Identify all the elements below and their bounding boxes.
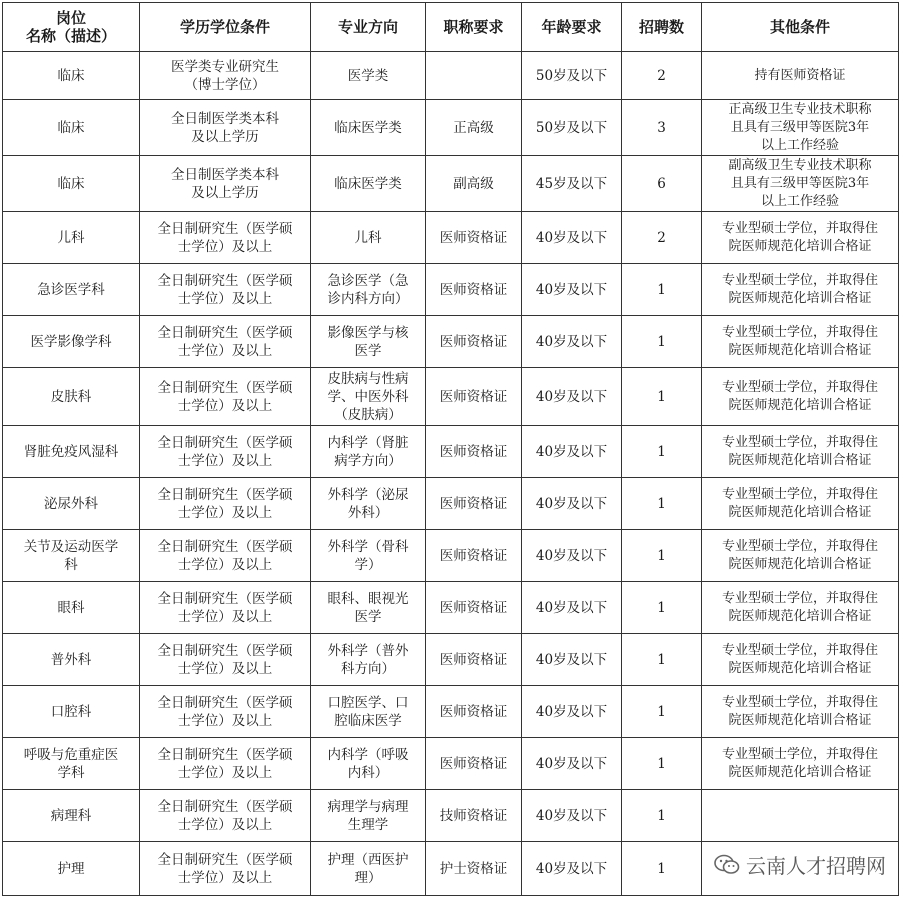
cell-other-conditions: 专业型硕士学位，并取得住 院医师规范化培训合格证 [702,368,899,426]
cell-major: 外科学（普外 科方向） [311,634,426,686]
cell-age-req: 40岁及以下 [522,738,622,790]
table-row [3,100,899,156]
cell-age-req: 50岁及以下 [522,52,622,100]
cell-education: 全日制研究生（医学硕 士学位）及以上 [140,842,311,896]
cell-age-req: 40岁及以下 [522,478,622,530]
cell-headcount: 1 [622,426,702,478]
table-row [3,530,899,582]
cell-title-req [426,52,522,100]
cell-other-conditions: 专业型硕士学位，并取得住 院医师规范化培训合格证 [702,686,899,738]
cell-major: 临床医学类 [311,156,426,212]
header-row [3,3,899,52]
cell-title-req: 副高级 [426,156,522,212]
cell-title-req: 医师资格证 [426,530,522,582]
cell-other-conditions: 专业型硕士学位，并取得住 院医师规范化培训合格证 [702,738,899,790]
cell-major: 皮肤病与性病 学、中医外科 （皮肤病） [311,368,426,426]
cell-other-conditions: 副高级卫生专业技术职称 且具有三级甲等医院3年 以上工作经验 [702,156,899,212]
cell-age-req: 40岁及以下 [522,264,622,316]
cell-education: 医学类专业研究生 （博士学位） [140,52,311,100]
cell-major: 儿科 [311,212,426,264]
cell-headcount: 1 [622,686,702,738]
cell-age-req: 45岁及以下 [522,156,622,212]
cell-position-name: 泌尿外科 [3,478,140,530]
header-position-name: 岗位 名称（描述） [3,3,140,52]
table-row [3,156,899,212]
cell-headcount: 3 [622,100,702,156]
cell-education: 全日制研究生（医学硕 士学位）及以上 [140,368,311,426]
table-row [3,634,899,686]
cell-other-conditions [702,790,899,842]
cell-other-conditions: 专业型硕士学位，并取得住 院医师规范化培训合格证 [702,478,899,530]
cell-age-req: 40岁及以下 [522,368,622,426]
cell-position-name: 呼吸与危重症医 学科 [3,738,140,790]
cell-headcount: 2 [622,52,702,100]
cell-headcount: 1 [622,368,702,426]
cell-headcount: 1 [622,530,702,582]
cell-education: 全日制研究生（医学硕 士学位）及以上 [140,478,311,530]
cell-major: 病理学与病理 生理学 [311,790,426,842]
cell-headcount: 1 [622,316,702,368]
table-body [3,52,899,896]
table-row [3,426,899,478]
cell-major: 急诊医学（急 诊内科方向） [311,264,426,316]
cell-title-req: 医师资格证 [426,368,522,426]
cell-title-req: 技师资格证 [426,790,522,842]
cell-age-req: 50岁及以下 [522,100,622,156]
table-row [3,738,899,790]
cell-education: 全日制医学类本科 及以上学历 [140,156,311,212]
cell-other-conditions: 正高级卫生专业技术职称 且具有三级甲等医院3年 以上工作经验 [702,100,899,156]
cell-major: 外科学（骨科 学） [311,530,426,582]
cell-other-conditions: 专业型硕士学位，并取得住 院医师规范化培训合格证 [702,530,899,582]
cell-age-req: 40岁及以下 [522,316,622,368]
table-row [3,790,899,842]
wechat-icon [714,854,740,876]
header-age-req: 年龄要求 [522,3,622,52]
cell-major: 内科学（肾脏 病学方向） [311,426,426,478]
cell-headcount: 1 [622,264,702,316]
cell-headcount: 1 [622,478,702,530]
cell-education: 全日制研究生（医学硕 士学位）及以上 [140,212,311,264]
cell-title-req: 医师资格证 [426,478,522,530]
cell-age-req: 40岁及以下 [522,842,622,896]
watermark-text: 云南人才招聘网 [746,854,886,878]
cell-education: 全日制研究生（医学硕 士学位）及以上 [140,264,311,316]
header-major: 专业方向 [311,3,426,52]
cell-education: 全日制研究生（医学硕 士学位）及以上 [140,316,311,368]
table-row [3,478,899,530]
cell-age-req: 40岁及以下 [522,212,622,264]
cell-major: 内科学（呼吸 内科） [311,738,426,790]
cell-position-name: 儿科 [3,212,140,264]
cell-title-req: 医师资格证 [426,212,522,264]
cell-headcount: 1 [622,790,702,842]
cell-other-conditions: 专业型硕士学位，并取得住 院医师规范化培训合格证 [702,634,899,686]
cell-major: 影像医学与核 医学 [311,316,426,368]
cell-position-name: 急诊医学科 [3,264,140,316]
table-row [3,316,899,368]
cell-education: 全日制研究生（医学硕 士学位）及以上 [140,790,311,842]
cell-education: 全日制研究生（医学硕 士学位）及以上 [140,582,311,634]
table-row [3,264,899,316]
cell-position-name: 皮肤科 [3,368,140,426]
watermark [710,848,890,881]
header-education: 学历学位条件 [140,3,311,52]
cell-headcount: 1 [622,634,702,686]
cell-headcount: 1 [622,842,702,896]
cell-position-name: 肾脏免疫风湿科 [3,426,140,478]
cell-major: 口腔医学、口 腔临床医学 [311,686,426,738]
cell-title-req: 医师资格证 [426,686,522,738]
cell-age-req: 40岁及以下 [522,686,622,738]
cell-headcount: 2 [622,212,702,264]
cell-title-req: 护士资格证 [426,842,522,896]
cell-position-name: 临床 [3,52,140,100]
cell-age-req: 40岁及以下 [522,530,622,582]
recruitment-table [2,2,899,896]
cell-title-req: 正高级 [426,100,522,156]
table-row [3,582,899,634]
cell-education: 全日制研究生（医学硕 士学位）及以上 [140,530,311,582]
cell-other-conditions: 专业型硕士学位，并取得住 院医师规范化培训合格证 [702,212,899,264]
cell-education: 全日制研究生（医学硕 士学位）及以上 [140,426,311,478]
cell-position-name: 临床 [3,156,140,212]
header-title-req: 职称要求 [426,3,522,52]
cell-major: 眼科、眼视光 医学 [311,582,426,634]
cell-education: 全日制研究生（医学硕 士学位）及以上 [140,634,311,686]
cell-position-name: 眼科 [3,582,140,634]
cell-position-name: 关节及运动医学 科 [3,530,140,582]
cell-age-req: 40岁及以下 [522,426,622,478]
table-row [3,686,899,738]
header-headcount: 招聘数 [622,3,702,52]
cell-other-conditions: 专业型硕士学位，并取得住 院医师规范化培训合格证 [702,426,899,478]
cell-age-req: 40岁及以下 [522,634,622,686]
cell-major: 医学类 [311,52,426,100]
cell-age-req: 40岁及以下 [522,790,622,842]
cell-headcount: 1 [622,582,702,634]
cell-position-name: 病理科 [3,790,140,842]
cell-title-req: 医师资格证 [426,738,522,790]
cell-position-name: 医学影像学科 [3,316,140,368]
cell-title-req: 医师资格证 [426,316,522,368]
cell-major: 护理（西医护 理） [311,842,426,896]
cell-position-name: 口腔科 [3,686,140,738]
header-other-conditions: 其他条件 [702,3,899,52]
cell-other-conditions: 专业型硕士学位，并取得住 院医师规范化培训合格证 [702,264,899,316]
cell-other-conditions: 持有医师资格证 [702,52,899,100]
cell-title-req: 医师资格证 [426,634,522,686]
cell-title-req: 医师资格证 [426,426,522,478]
cell-education: 全日制研究生（医学硕 士学位）及以上 [140,686,311,738]
cell-major: 临床医学类 [311,100,426,156]
cell-headcount: 1 [622,738,702,790]
table-row [3,368,899,426]
cell-other-conditions: 专业型硕士学位，并取得住 院医师规范化培训合格证 [702,316,899,368]
table-row [3,52,899,100]
cell-position-name: 护理 [3,842,140,896]
cell-title-req: 医师资格证 [426,582,522,634]
cell-position-name: 临床 [3,100,140,156]
cell-age-req: 40岁及以下 [522,582,622,634]
cell-education: 全日制医学类本科 及以上学历 [140,100,311,156]
cell-major: 外科学（泌尿 外科） [311,478,426,530]
cell-other-conditions: 专业型硕士学位，并取得住 院医师规范化培训合格证 [702,582,899,634]
cell-title-req: 医师资格证 [426,264,522,316]
table-row [3,212,899,264]
cell-headcount: 6 [622,156,702,212]
cell-education: 全日制研究生（医学硕 士学位）及以上 [140,738,311,790]
cell-position-name: 普外科 [3,634,140,686]
